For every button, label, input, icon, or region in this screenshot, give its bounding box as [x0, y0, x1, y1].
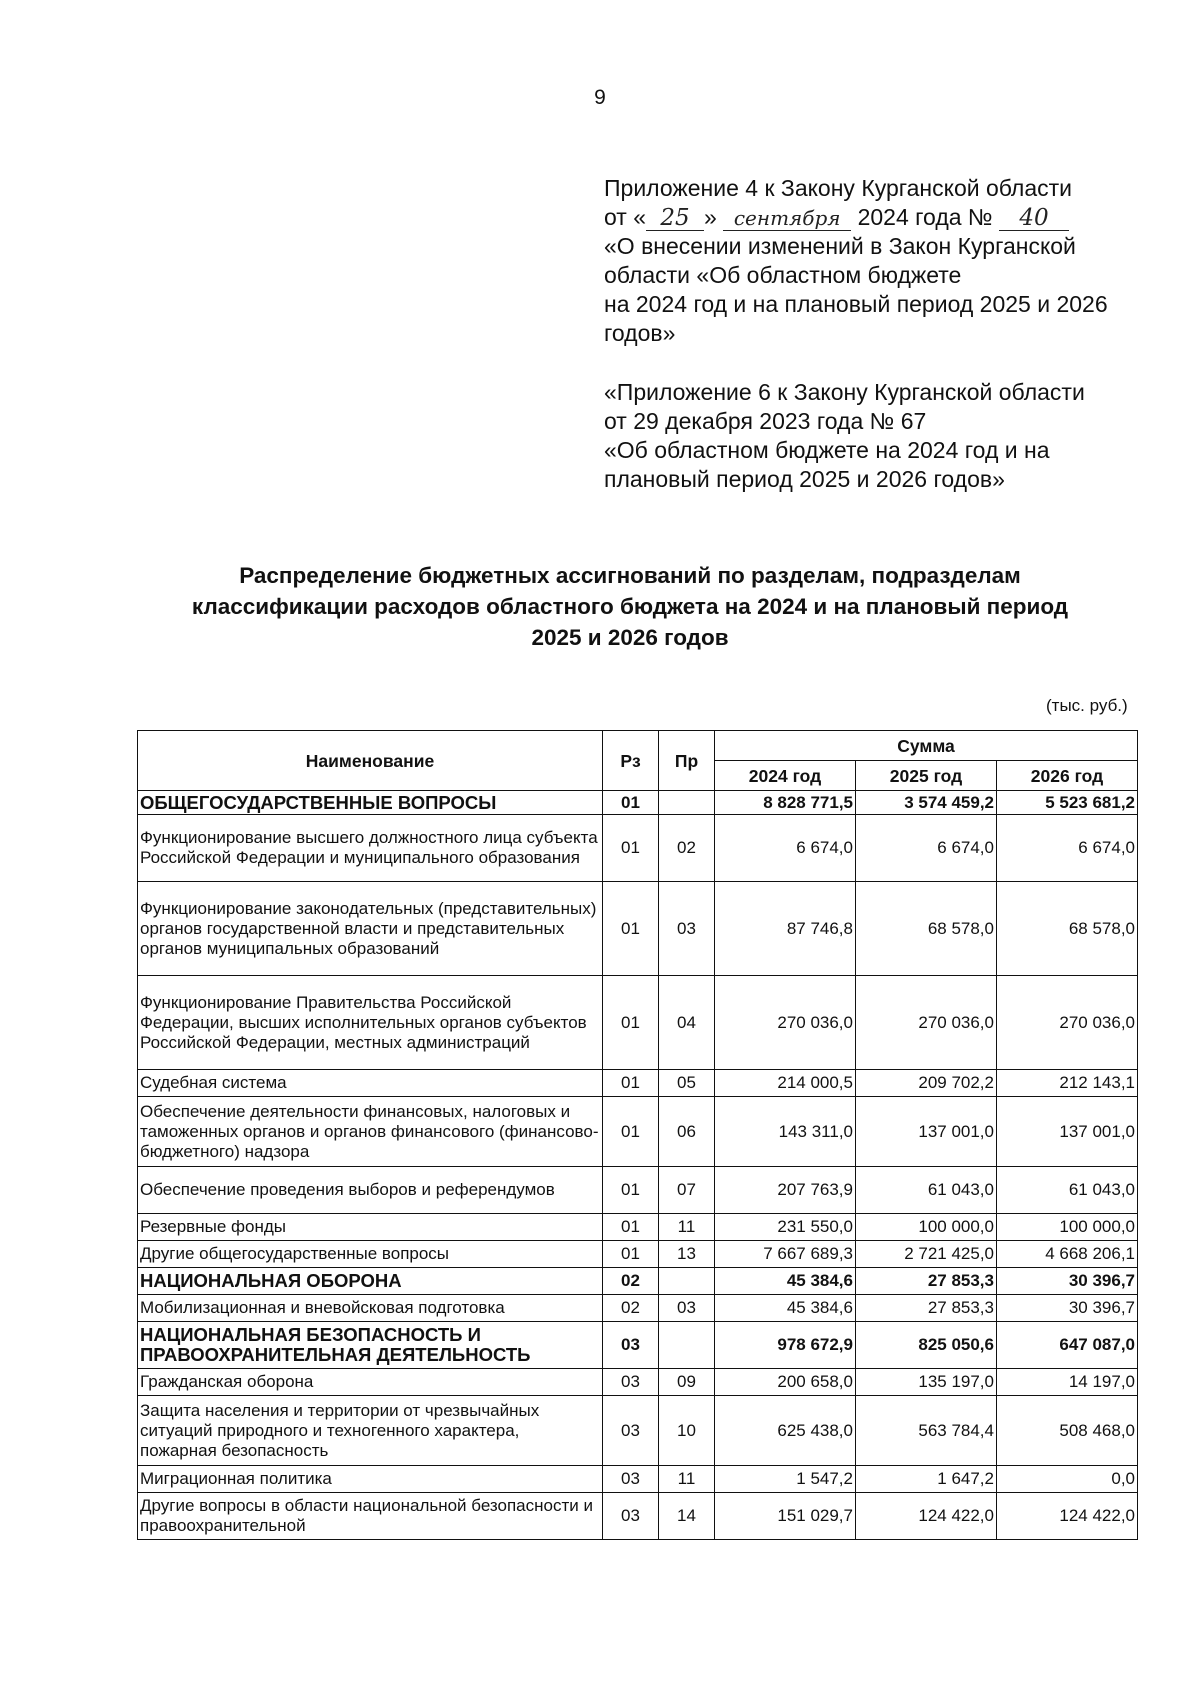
row-value-2024: 207 763,9 — [715, 1167, 856, 1214]
annex-block-2 — [604, 378, 1164, 494]
annex2-line-1: «Приложение 6 к Закону Курганской области — [604, 379, 1085, 405]
annex-date-prefix: от « — [604, 204, 647, 230]
row-value-2026: 137 001,0 — [997, 1097, 1138, 1167]
row-pr: 02 — [659, 815, 715, 882]
row-value-2026: 508 468,0 — [997, 1396, 1138, 1466]
annex-date-line — [604, 203, 1164, 232]
row-value-2025: 137 001,0 — [856, 1097, 997, 1167]
row-pr — [659, 791, 715, 815]
row-name: Резервные фонды — [138, 1214, 603, 1241]
row-value-2026: 0,0 — [997, 1466, 1138, 1493]
row-rz: 03 — [603, 1369, 659, 1396]
row-rz: 01 — [603, 882, 659, 976]
row-value-2025: 27 853,3 — [856, 1268, 997, 1295]
header-2025: 2025 год — [856, 761, 997, 791]
row-name: Мобилизационная и вневойсковая подготовка — [138, 1295, 603, 1322]
table-row — [138, 882, 1138, 976]
annex2-line-2: от 29 декабря 2023 года № 67 — [604, 408, 927, 434]
row-value-2024: 200 658,0 — [715, 1369, 856, 1396]
row-rz: 03 — [603, 1493, 659, 1540]
row-rz: 02 — [603, 1295, 659, 1322]
header-2026: 2026 год — [997, 761, 1138, 791]
row-pr: 13 — [659, 1241, 715, 1268]
row-pr: 03 — [659, 1295, 715, 1322]
row-value-2025: 135 197,0 — [856, 1369, 997, 1396]
row-value-2025: 209 702,2 — [856, 1070, 997, 1097]
row-name: НАЦИОНАЛЬНАЯ ОБОРОНА — [138, 1268, 603, 1295]
row-pr: 07 — [659, 1167, 715, 1214]
row-rz: 03 — [603, 1322, 659, 1369]
title-line-2: классификации расходов областного бюджета на 2024 и на плановый период — [191, 594, 1069, 619]
table-row — [138, 976, 1138, 1070]
row-value-2024: 231 550,0 — [715, 1214, 856, 1241]
table-row — [138, 1369, 1138, 1396]
row-value-2026: 270 036,0 — [997, 976, 1138, 1070]
row-value-2026: 68 578,0 — [997, 882, 1138, 976]
table-row — [138, 1241, 1138, 1268]
row-pr: 03 — [659, 882, 715, 976]
row-value-2025: 124 422,0 — [856, 1493, 997, 1540]
row-pr: 10 — [659, 1396, 715, 1466]
header-pr: Пр — [659, 731, 715, 791]
row-rz: 01 — [603, 1167, 659, 1214]
row-value-2025: 61 043,0 — [856, 1167, 997, 1214]
row-pr: 11 — [659, 1214, 715, 1241]
annex-year-text: 2024 года № — [857, 204, 993, 230]
row-pr: 09 — [659, 1369, 715, 1396]
row-value-2025: 2 721 425,0 — [856, 1241, 997, 1268]
budget-table — [137, 730, 1138, 1540]
row-name: Миграционная политика — [138, 1466, 603, 1493]
annex-line-3: «О внесении изменений в Закон Курганской — [604, 233, 1076, 259]
row-rz: 01 — [603, 1097, 659, 1167]
row-value-2024: 6 674,0 — [715, 815, 856, 882]
row-value-2026: 30 396,7 — [997, 1295, 1138, 1322]
row-value-2024: 214 000,5 — [715, 1070, 856, 1097]
units-label: (тыс. руб.) — [1046, 696, 1128, 715]
annex-line-4: области «Об областном бюджете — [604, 262, 962, 288]
page-number: 9 — [594, 86, 606, 109]
row-value-2026: 30 396,7 — [997, 1268, 1138, 1295]
row-value-2026: 647 087,0 — [997, 1322, 1138, 1369]
row-value-2026: 14 197,0 — [997, 1369, 1138, 1396]
row-value-2025: 825 050,6 — [856, 1322, 997, 1369]
title-line-3: 2025 и 2026 годов — [531, 625, 729, 650]
row-value-2025: 270 036,0 — [856, 976, 997, 1070]
row-rz: 01 — [603, 976, 659, 1070]
table-row — [138, 1268, 1138, 1295]
row-value-2024: 625 438,0 — [715, 1396, 856, 1466]
row-name: Защита населения и территории от чрезвычайных ситуаций природного и техногенного характера, пожарная безопасность — [138, 1396, 603, 1466]
row-pr: 14 — [659, 1493, 715, 1540]
table-row — [138, 815, 1138, 882]
row-value-2026: 5 523 681,2 — [997, 791, 1138, 815]
row-pr — [659, 1268, 715, 1295]
handwritten-month: сентября — [723, 206, 851, 231]
row-name: Функционирование высшего должностного лица субъекта Российской Федерации и муниципального образования — [138, 815, 603, 882]
table-row — [138, 1466, 1138, 1493]
annex-header — [604, 174, 1164, 494]
row-value-2024: 151 029,7 — [715, 1493, 856, 1540]
row-rz: 01 — [603, 1070, 659, 1097]
table-row — [138, 1097, 1138, 1167]
handwritten-number: 40 — [999, 206, 1069, 231]
row-pr: 05 — [659, 1070, 715, 1097]
row-pr: 06 — [659, 1097, 715, 1167]
table-row — [138, 791, 1138, 815]
table-row — [138, 1167, 1138, 1214]
row-value-2024: 45 384,6 — [715, 1295, 856, 1322]
row-value-2025: 3 574 459,2 — [856, 791, 997, 815]
row-rz: 01 — [603, 815, 659, 882]
header-2024: 2024 год — [715, 761, 856, 791]
row-value-2025: 68 578,0 — [856, 882, 997, 976]
row-value-2026: 212 143,1 — [997, 1070, 1138, 1097]
table-row — [138, 1214, 1138, 1241]
row-name: Другие общегосударственные вопросы — [138, 1241, 603, 1268]
row-pr: 04 — [659, 976, 715, 1070]
row-name: Обеспечение проведения выборов и референдумов — [138, 1167, 603, 1214]
row-pr: 11 — [659, 1466, 715, 1493]
row-rz: 01 — [603, 791, 659, 815]
row-value-2026: 61 043,0 — [997, 1167, 1138, 1214]
row-value-2026: 4 668 206,1 — [997, 1241, 1138, 1268]
table-row — [138, 1070, 1138, 1097]
annex2-line-4: плановый период 2025 и 2026 годов» — [604, 466, 1005, 492]
row-value-2024: 1 547,2 — [715, 1466, 856, 1493]
annex-line-1: Приложение 4 к Закону Курганской области — [604, 175, 1072, 201]
row-value-2024: 978 672,9 — [715, 1322, 856, 1369]
table-row — [138, 1322, 1138, 1369]
row-value-2025: 563 784,4 — [856, 1396, 997, 1466]
row-value-2025: 27 853,3 — [856, 1295, 997, 1322]
row-rz: 01 — [603, 1241, 659, 1268]
row-name: Функционирование Правительства Российской Федерации, высших исполнительных органов субъектов Российской Федерации, местных администраций — [138, 976, 603, 1070]
row-rz: 03 — [603, 1466, 659, 1493]
row-pr — [659, 1322, 715, 1369]
table-row — [138, 1396, 1138, 1466]
row-value-2024: 87 746,8 — [715, 882, 856, 976]
row-value-2026: 100 000,0 — [997, 1214, 1138, 1241]
annex-line-6: годов» — [604, 320, 676, 346]
row-value-2026: 124 422,0 — [997, 1493, 1138, 1540]
row-value-2024: 8 828 771,5 — [715, 791, 856, 815]
row-rz: 03 — [603, 1396, 659, 1466]
row-name: Функционирование законодательных (представительных) органов государственной власти и представительных органов муниципальных образований — [138, 882, 603, 976]
row-rz: 01 — [603, 1214, 659, 1241]
annex2-line-3: «Об областном бюджете на 2024 год и на — [604, 437, 1050, 463]
row-value-2024: 45 384,6 — [715, 1268, 856, 1295]
row-name: Гражданская оборона — [138, 1369, 603, 1396]
row-name: НАЦИОНАЛЬНАЯ БЕЗОПАСНОСТЬ И ПРАВООХРАНИТЕЛЬНАЯ ДЕЯТЕЛЬНОСТЬ — [138, 1322, 603, 1369]
row-name: Другие вопросы в области национальной безопасности и правоохранительной — [138, 1493, 603, 1540]
row-name: Обеспечение деятельности финансовых, налоговых и таможенных органов и органов финансового (финансово-бюджетного) надзора — [138, 1097, 603, 1167]
header-name: Наименование — [138, 731, 603, 791]
annex-date-mid: » — [704, 204, 717, 230]
row-value-2025: 100 000,0 — [856, 1214, 997, 1241]
header-sum: Сумма — [715, 731, 1138, 761]
row-rz: 02 — [603, 1268, 659, 1295]
title-line-1: Распределение бюджетных ассигнований по разделам, подразделам — [239, 563, 1021, 588]
annex-line-5: на 2024 год и на плановый период 2025 и 2026 — [604, 291, 1108, 317]
table-body — [138, 791, 1138, 1540]
row-value-2024: 7 667 689,3 — [715, 1241, 856, 1268]
row-value-2024: 143 311,0 — [715, 1097, 856, 1167]
document-title — [140, 560, 1120, 653]
header-rz: Рз — [603, 731, 659, 791]
table-row — [138, 1295, 1138, 1322]
row-value-2025: 6 674,0 — [856, 815, 997, 882]
handwritten-day: 25 — [646, 206, 704, 231]
row-value-2024: 270 036,0 — [715, 976, 856, 1070]
row-name: Судебная система — [138, 1070, 603, 1097]
row-name: ОБЩЕГОСУДАРСТВЕННЫЕ ВОПРОСЫ — [138, 791, 603, 815]
row-value-2026: 6 674,0 — [997, 815, 1138, 882]
table-row — [138, 1493, 1138, 1540]
row-value-2025: 1 647,2 — [856, 1466, 997, 1493]
